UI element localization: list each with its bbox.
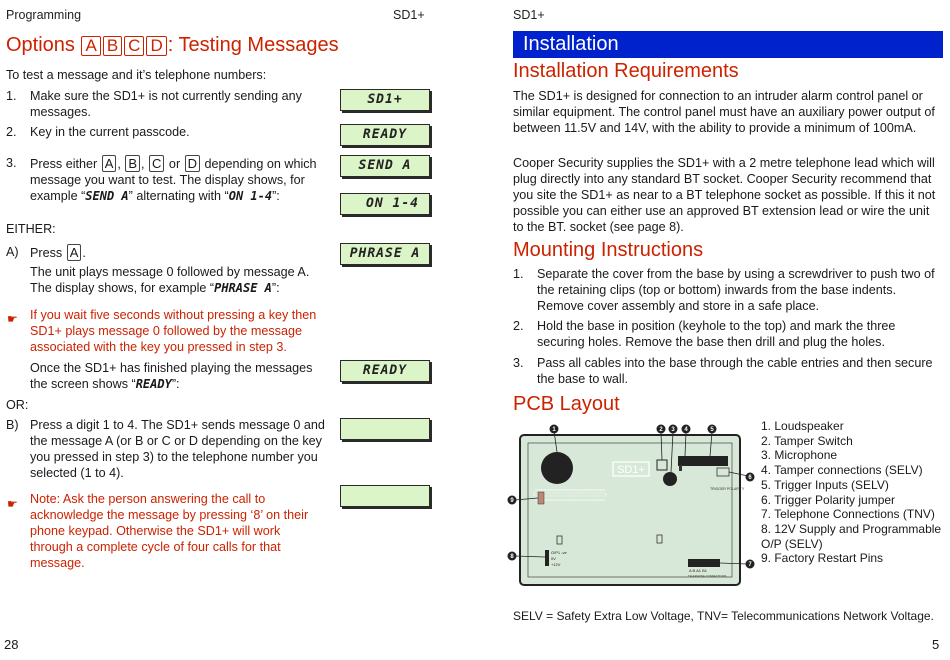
- mount-step-3-text: Pass all cables into the base through the cable entries and then secure the base to wall.: [537, 356, 933, 386]
- key-a-option: A: [67, 244, 82, 261]
- svg-text:TELEPHONE CONNECTIONS: TELEPHONE CONNECTIONS: [688, 574, 727, 578]
- step-1-text: Make sure the SD1+ is not currently sending any messages.: [30, 89, 302, 119]
- step-2-text: Key in the current passcode.: [30, 125, 190, 139]
- svg-text:3: 3: [671, 427, 675, 433]
- either-label: EITHER:: [6, 222, 56, 236]
- svg-text:6: 6: [748, 475, 752, 481]
- trigger-polarity-text: TRIGGER POLARITY: [710, 487, 745, 491]
- key-a: A: [81, 36, 100, 56]
- svg-text:+12V: +12V: [551, 562, 561, 567]
- note-hand-icon-2: ☛: [7, 497, 18, 511]
- svg-text:8: 8: [510, 554, 514, 560]
- right-page-number: 5: [932, 637, 940, 652]
- trigger-terminal-block: [678, 456, 728, 466]
- heading-mounting: Mounting Instructions: [513, 239, 704, 261]
- legend-item: 6. Trigger Polarity jumper: [761, 492, 896, 507]
- key-d-inline: D: [185, 155, 200, 172]
- section-bar: Installation: [513, 31, 943, 58]
- once-text: Once the SD1+ has finished playing the messages the screen shows “READY”:: [30, 361, 313, 391]
- option-b-label: B): [6, 418, 19, 432]
- left-running-header: Programming: [6, 8, 82, 22]
- svg-text:4: 4: [684, 427, 688, 433]
- lcd-display: SEND A: [340, 155, 430, 177]
- svg-text:0V: 0V: [551, 556, 556, 561]
- requirements-paragraph-1: The SD1+ is designed for connection to an intruder alarm control panel or similar equipment. The control panel must have an auxiliary power output of between 11.5V and 14V, with the ability to provide a minimum of 100mA.: [513, 89, 935, 135]
- legend-item: 1. Loudspeaker: [761, 419, 844, 433]
- or-label: OR:: [6, 398, 29, 412]
- factory-restart-pins: [538, 492, 544, 504]
- lcd-display: READY: [340, 360, 430, 382]
- note-hand-icon: ☛: [7, 312, 18, 326]
- key-d: D: [146, 36, 166, 56]
- mount-step-3-number: 3.: [513, 356, 524, 370]
- heading-pcb: PCB Layout: [513, 393, 620, 415]
- note-2: Note: Ask the person answering the call to acknowledge the message by pressing ‘8’ on their phone keypad. Otherwise the SD1+ will work through a complete cycle of four calls for that message.: [30, 492, 309, 570]
- left-page-title: Options A B C D : Testing Messages: [6, 34, 339, 56]
- legend-item: 5. Trigger Inputs (SELV): [761, 477, 889, 492]
- option-a-label: A): [6, 245, 19, 259]
- step-3-text: Press either A , B , C or D depending on which message you want to test. The display shows, for example “SEND A” alternating with “ON 1-4”:: [30, 156, 317, 203]
- pcb-board-label: SD1+: [617, 464, 645, 476]
- legend-item: 3. Microphone: [761, 448, 838, 463]
- lcd-display-blank: [340, 418, 430, 440]
- step-1-number: 1.: [6, 89, 17, 103]
- lcd-display: READY: [340, 124, 430, 146]
- legend-item: 9. Factory Restart Pins: [761, 551, 884, 566]
- legend-item: 7. Telephone Connections (TNV): [761, 507, 935, 522]
- svg-text:5: 5: [710, 427, 714, 433]
- option-a-press: Press A .: [30, 245, 86, 260]
- key-b: B: [103, 36, 122, 56]
- svg-text:A B A1 B1: A B A1 B1: [689, 568, 708, 573]
- telephone-terminal-block: [688, 559, 720, 567]
- pcb-diagram: [505, 420, 760, 590]
- mount-step-1-number: 1.: [513, 267, 524, 281]
- step-2-number: 2.: [6, 125, 17, 139]
- left-page-number: 28: [4, 637, 19, 652]
- loudspeaker-icon: [541, 452, 573, 484]
- mount-step-2-number: 2.: [513, 319, 524, 333]
- lcd-display: PHRASE A: [340, 243, 430, 265]
- step-3-number: 3.: [6, 156, 17, 170]
- microphone-icon: [663, 472, 677, 486]
- svg-text:9: 9: [510, 498, 514, 504]
- option-b-text: Press a digit 1 to 4. The SD1+ sends message 0 and the message A (or B or C or D depending on the key you pressed in step 3) to the telephone number you selected (1 to 4).: [30, 418, 325, 480]
- power-terminal-block: [545, 550, 549, 566]
- svg-text:1: 1: [552, 427, 556, 433]
- lcd-display: SD1+: [340, 89, 430, 111]
- note-1: If you wait five seconds without pressing a key then SD1+ plays message 0 followed by the message associated with the key you pressed in step 3.: [30, 308, 317, 354]
- lcd-display-blank: [340, 485, 430, 507]
- svg-text:O/P1 -ve: O/P1 -ve: [551, 550, 567, 555]
- pcb-legend: [761, 419, 946, 566]
- key-a-inline: A: [102, 155, 117, 172]
- footnote: SELV = Safety Extra Low Voltage, TNV= Telecommunications Network Voltage.: [513, 609, 934, 623]
- key-c: C: [124, 36, 144, 56]
- option-a-text: The unit plays message 0 followed by message A. The display shows, for example “PHRASE A”:: [30, 265, 310, 295]
- legend-item: 2. Tamper Switch: [761, 433, 853, 448]
- key-b-inline: B: [125, 155, 140, 172]
- mount-step-1-text: Separate the cover from the base by using a screwdriver to push two of the retaining clips (top or bottom) inwards from the base indents. Remove cover assembly and store in a safe place.: [537, 267, 935, 313]
- right-running-header: SD1+: [513, 8, 545, 22]
- requirements-paragraph-2: Cooper Security supplies the SD1+ with a 2 metre telephone lead which will plug directly into any standard BT socket. Cooper Security recommend that you site the SD1+ as near to a BT telephone socket as possible. If this it not possible you can either use an approved BT extension lead or wire the unit to the BT. socket (see page 8).: [513, 156, 936, 234]
- svg-text:2: 2: [659, 427, 663, 433]
- intro-text: To test a message and it’s telephone numbers:: [6, 68, 267, 82]
- lcd-display: ON 1-4: [340, 193, 430, 215]
- legend-item: 4. Tamper connections (SELV): [761, 463, 923, 478]
- heading-requirements: Installation Requirements: [513, 60, 739, 82]
- key-c-inline: C: [149, 155, 164, 172]
- svg-text:7: 7: [748, 562, 752, 568]
- legend-item: 8. 12V Supply and Programmable O/P (SELV): [761, 521, 942, 551]
- left-running-header-product: SD1+: [393, 8, 425, 22]
- mount-step-2-text: Hold the base in position (keyhole to the top) and mark the three securing holes. Remove the base then drill and plug the holes.: [537, 319, 896, 349]
